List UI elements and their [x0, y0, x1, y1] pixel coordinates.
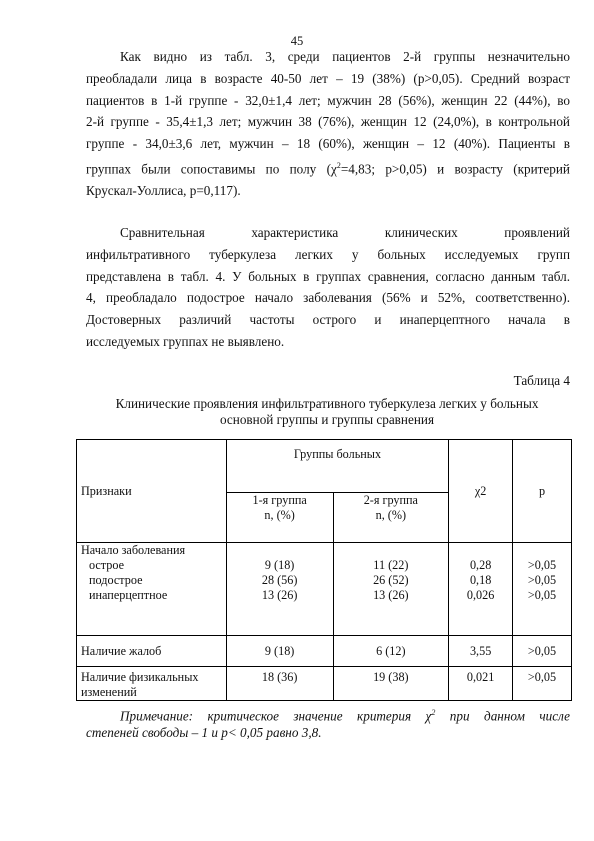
- text-line: исследуемых группах не выявлено.: [86, 333, 285, 349]
- group-name: 2-я группа: [363, 493, 418, 507]
- onset-group1-cell: [226, 543, 333, 636]
- text-line: пациентов в 1-й группе - 32,0±1,4 лет; мужчин 28 (56%), женщин 22 (44%), во: [86, 92, 570, 108]
- group-unit: n, (%): [264, 508, 295, 522]
- table-header-row: [77, 440, 572, 493]
- text-line: Сравнительная характеристика клинических проявлений: [120, 225, 570, 240]
- text-line: 4, преобладало подострое начало заболевания (56% и 52%, соответственно).: [86, 290, 570, 306]
- row-label: Наличие жалоб: [77, 636, 227, 667]
- onset-chi-cell: [449, 543, 513, 636]
- cell-value: >0,05: [513, 667, 572, 701]
- text-line: представлена в табл. 4. У больных в группах сравнения, согласно данным табл.: [86, 268, 570, 284]
- cell-value: 0,021: [449, 667, 513, 701]
- cell-value: 9 (18): [226, 636, 333, 667]
- clinical-table: [76, 439, 572, 701]
- cell-value: 13 (26): [261, 588, 298, 602]
- text-line: Крускал-Уоллиса, р=0,117).: [86, 183, 241, 199]
- onset-label-cell: [77, 543, 227, 636]
- cell-value: 0,28: [469, 558, 492, 572]
- text-fragment: группах были сопоставимы по полу (χ: [86, 161, 337, 177]
- text-fragment: Примечание: критическое значение критерия χ: [120, 708, 432, 724]
- note-line: степеней свободы – 1 и р< 0,05 равно 3,8.: [86, 725, 322, 741]
- cell-value: 0,026: [466, 588, 495, 602]
- text-line: [86, 155, 570, 180]
- cell-value: 6 (12): [333, 636, 449, 667]
- cell-value: 19 (38): [333, 667, 449, 701]
- text-line: 2-й группе - 35,4±1,3 лет; мужчин 38 (76%), женщин 12 (24,0%), в контрольной: [86, 114, 570, 130]
- cell-value: >0,05: [527, 588, 557, 602]
- header-sign: Признаки: [77, 440, 227, 543]
- text-line: преобладали лица в возрасте 40-50 лет – 19 (38%) (р>0,05). Средний возраст: [86, 70, 570, 86]
- page-number: 45: [290, 34, 304, 48]
- superscript: 2: [431, 708, 436, 717]
- group-name: 1-я группа: [252, 493, 307, 507]
- cell-value: 18 (36): [226, 667, 333, 701]
- cell-value: >0,05: [527, 558, 557, 572]
- row-sublabel: подострое: [89, 573, 143, 587]
- text-fragment: =4,83; р>0,05) и возрасту (критерий: [340, 161, 570, 177]
- cell-value: 13 (26): [373, 588, 409, 602]
- text-fragment: при данном числе: [435, 708, 570, 724]
- header-chi: χ2: [449, 440, 513, 543]
- cell-value: >0,05: [513, 636, 572, 667]
- cell-value: 3,55: [449, 636, 513, 667]
- table-row: [77, 543, 572, 636]
- note-line: [86, 704, 570, 724]
- table-title-line: основной группы и группы сравнения: [219, 412, 435, 427]
- superscript: 2: [336, 160, 341, 170]
- group-unit: n, (%): [375, 508, 407, 522]
- row-label: Наличие физикальных изменений: [77, 667, 227, 701]
- row-label: Начало заболевания: [81, 543, 186, 557]
- onset-p-cell: [513, 543, 572, 636]
- header-group2: [333, 493, 449, 543]
- text-line: Как видно из табл. 3, среди пациентов 2-й группы незначительно: [120, 49, 570, 64]
- header-p: р: [513, 440, 572, 543]
- table-title: [60, 396, 594, 428]
- paragraph-clinical: [86, 222, 570, 353]
- table-title-line: Клинические проявления инфильтративного туберкулеза легких у больных: [115, 396, 539, 411]
- text-line: инфильтративного туберкулеза легких у больных исследуемых групп: [86, 246, 570, 262]
- table-note: [86, 704, 570, 741]
- header-groups: Группы больных: [226, 440, 448, 493]
- text-line: группе - 34,0±3,6 лет, мужчин – 18 (60%), женщин – 12 (40%). Пациенты в: [86, 136, 570, 152]
- cell-value: 26 (52): [373, 573, 409, 587]
- header-group1: [226, 493, 333, 543]
- cell-value: >0,05: [527, 573, 557, 587]
- text-line: Достоверных различий частоты острого и инаперцептного начала в: [86, 312, 570, 328]
- row-sublabel: инаперцептное: [89, 588, 168, 602]
- cell-value: 9 (18): [264, 558, 295, 572]
- row-sublabel: острое: [89, 558, 125, 572]
- cell-value: 0,18: [469, 573, 492, 587]
- table-label: Таблица 4: [513, 373, 570, 388]
- table-row: [77, 667, 572, 701]
- cell-value: 28 (56): [261, 573, 298, 587]
- table-row: [77, 636, 572, 667]
- onset-group2-cell: [333, 543, 449, 636]
- cell-value: 11 (22): [373, 558, 409, 572]
- paragraph-age-sex: [86, 46, 570, 202]
